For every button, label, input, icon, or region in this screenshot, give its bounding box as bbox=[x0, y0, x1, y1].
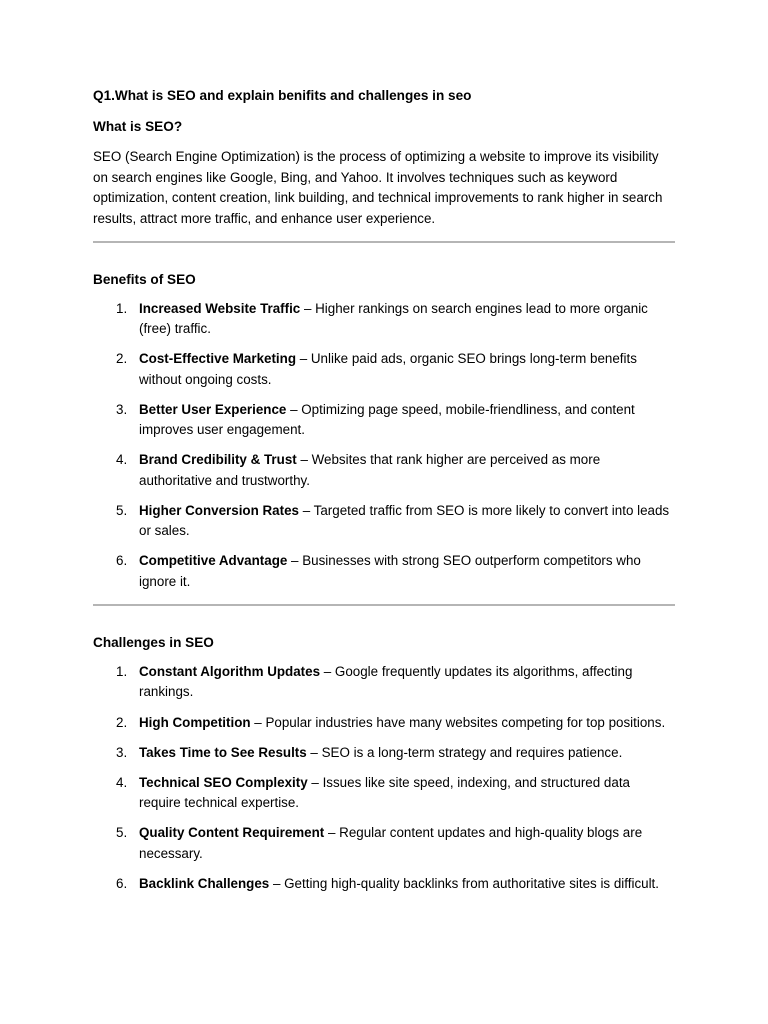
list-item-description: Websites that rank higher are perceived as more authoritative and trustworthy. bbox=[139, 452, 601, 488]
question-heading: Q1.What is SEO and explain benifits and challenges in seo bbox=[93, 88, 472, 103]
list-item-term: Brand Credibility & Trust bbox=[139, 452, 297, 468]
list-item bbox=[93, 773, 675, 814]
list-item bbox=[93, 874, 675, 894]
list-item-term: Competitive Advantage bbox=[139, 553, 288, 569]
list-item-description: Popular industries have many websites competing for top positions. bbox=[265, 714, 666, 730]
list-item-description: Targeted traffic from SEO is more likely to convert into leads or sales. bbox=[139, 502, 670, 539]
list-item-number: 5. bbox=[116, 502, 128, 518]
list-item-separator: – bbox=[287, 553, 303, 569]
list-item-term: Technical SEO Complexity bbox=[139, 774, 308, 790]
list-item-separator: – bbox=[296, 351, 311, 367]
list-item-term: Constant Algorithm Updates bbox=[139, 664, 321, 680]
document-body bbox=[93, 86, 675, 904]
list-item-separator: – bbox=[320, 664, 335, 680]
list-item-description: Google frequently updates its algorithms, affecting rankings. bbox=[139, 664, 633, 700]
list-item bbox=[93, 299, 675, 340]
list-item-number: 2. bbox=[116, 714, 128, 730]
list-item-separator: – bbox=[306, 744, 322, 760]
benefits-list bbox=[93, 299, 675, 592]
list-item-separator: – bbox=[269, 875, 285, 891]
challenges-list bbox=[93, 662, 675, 894]
list-item bbox=[93, 551, 675, 592]
what-is-seo-heading: What is SEO? bbox=[93, 119, 183, 134]
list-item-number: 1. bbox=[116, 664, 128, 680]
list-item-term: Increased Website Traffic bbox=[139, 301, 301, 316]
list-item-description: Unlike paid ads, organic SEO brings long-term benefits without ongoing costs. bbox=[139, 351, 637, 387]
list-item-term: Backlink Challenges bbox=[139, 875, 270, 891]
list-item-number: 4. bbox=[116, 774, 128, 790]
list-item-separator: – bbox=[286, 401, 302, 417]
list-item bbox=[93, 501, 675, 542]
list-item-description: Businesses with strong SEO outperform competitors who ignore it. bbox=[139, 553, 641, 589]
list-item-term: Quality Content Requirement bbox=[139, 825, 325, 841]
section-divider bbox=[93, 241, 675, 243]
list-item-number: 6. bbox=[116, 875, 128, 891]
list-item-separator: – bbox=[296, 452, 312, 468]
list-item-term: Higher Conversion Rates bbox=[139, 502, 299, 518]
list-item-number: 3. bbox=[116, 744, 128, 760]
benefits-heading: Benefits of SEO bbox=[93, 272, 196, 287]
list-item-description: Optimizing page speed, mobile-friendliness, and content improves user engagement. bbox=[139, 401, 635, 438]
list-item-term: Takes Time to See Results bbox=[139, 744, 307, 760]
list-item-separator: – bbox=[307, 774, 323, 790]
list-item-number: 4. bbox=[116, 452, 128, 468]
section-divider bbox=[93, 604, 675, 606]
list-item-number: 5. bbox=[116, 825, 128, 841]
list-item-description: Higher rankings on search engines lead to more organic (free) traffic. bbox=[139, 301, 648, 337]
list-item bbox=[93, 400, 675, 441]
list-item-description: Issues like site speed, indexing, and structured data require technical expertise. bbox=[139, 774, 630, 811]
list-item-description: Getting high-quality backlinks from authoritative sites is difficult. bbox=[284, 875, 659, 891]
challenges-heading: Challenges in SEO bbox=[93, 635, 214, 651]
list-item-description: SEO is a long-term strategy and requires patience. bbox=[321, 744, 623, 760]
list-item bbox=[93, 349, 675, 390]
list-item bbox=[93, 662, 675, 703]
list-item-number: 6. bbox=[116, 553, 128, 569]
list-item-term: Better User Experience bbox=[139, 401, 287, 417]
list-item-separator: – bbox=[298, 502, 314, 518]
list-item-number: 2. bbox=[116, 351, 128, 367]
list-item bbox=[93, 450, 675, 491]
list-item bbox=[93, 823, 675, 864]
list-item-separator: – bbox=[250, 714, 266, 730]
list-item bbox=[93, 713, 675, 733]
list-item-term: Cost-Effective Marketing bbox=[139, 351, 296, 367]
list-item-description: Regular content updates and high-quality blogs are necessary. bbox=[139, 825, 643, 861]
list-item bbox=[93, 743, 675, 763]
list-item-separator: – bbox=[324, 825, 340, 841]
list-item-term: High Competition bbox=[139, 714, 251, 730]
list-item-number: 1. bbox=[116, 301, 128, 316]
list-item-number: 3. bbox=[116, 401, 128, 417]
list-item-separator: – bbox=[300, 301, 316, 316]
intro-paragraph: SEO (Search Engine Optimization) is the process of optimizing a website to improve its visibility on search engines like Google, Bing, and Yahoo. It involves techniques such as keyword optimization, content creation, link building, and technical improvements to rank higher in search results, attract more traffic, and enhance user experience. bbox=[93, 149, 663, 226]
